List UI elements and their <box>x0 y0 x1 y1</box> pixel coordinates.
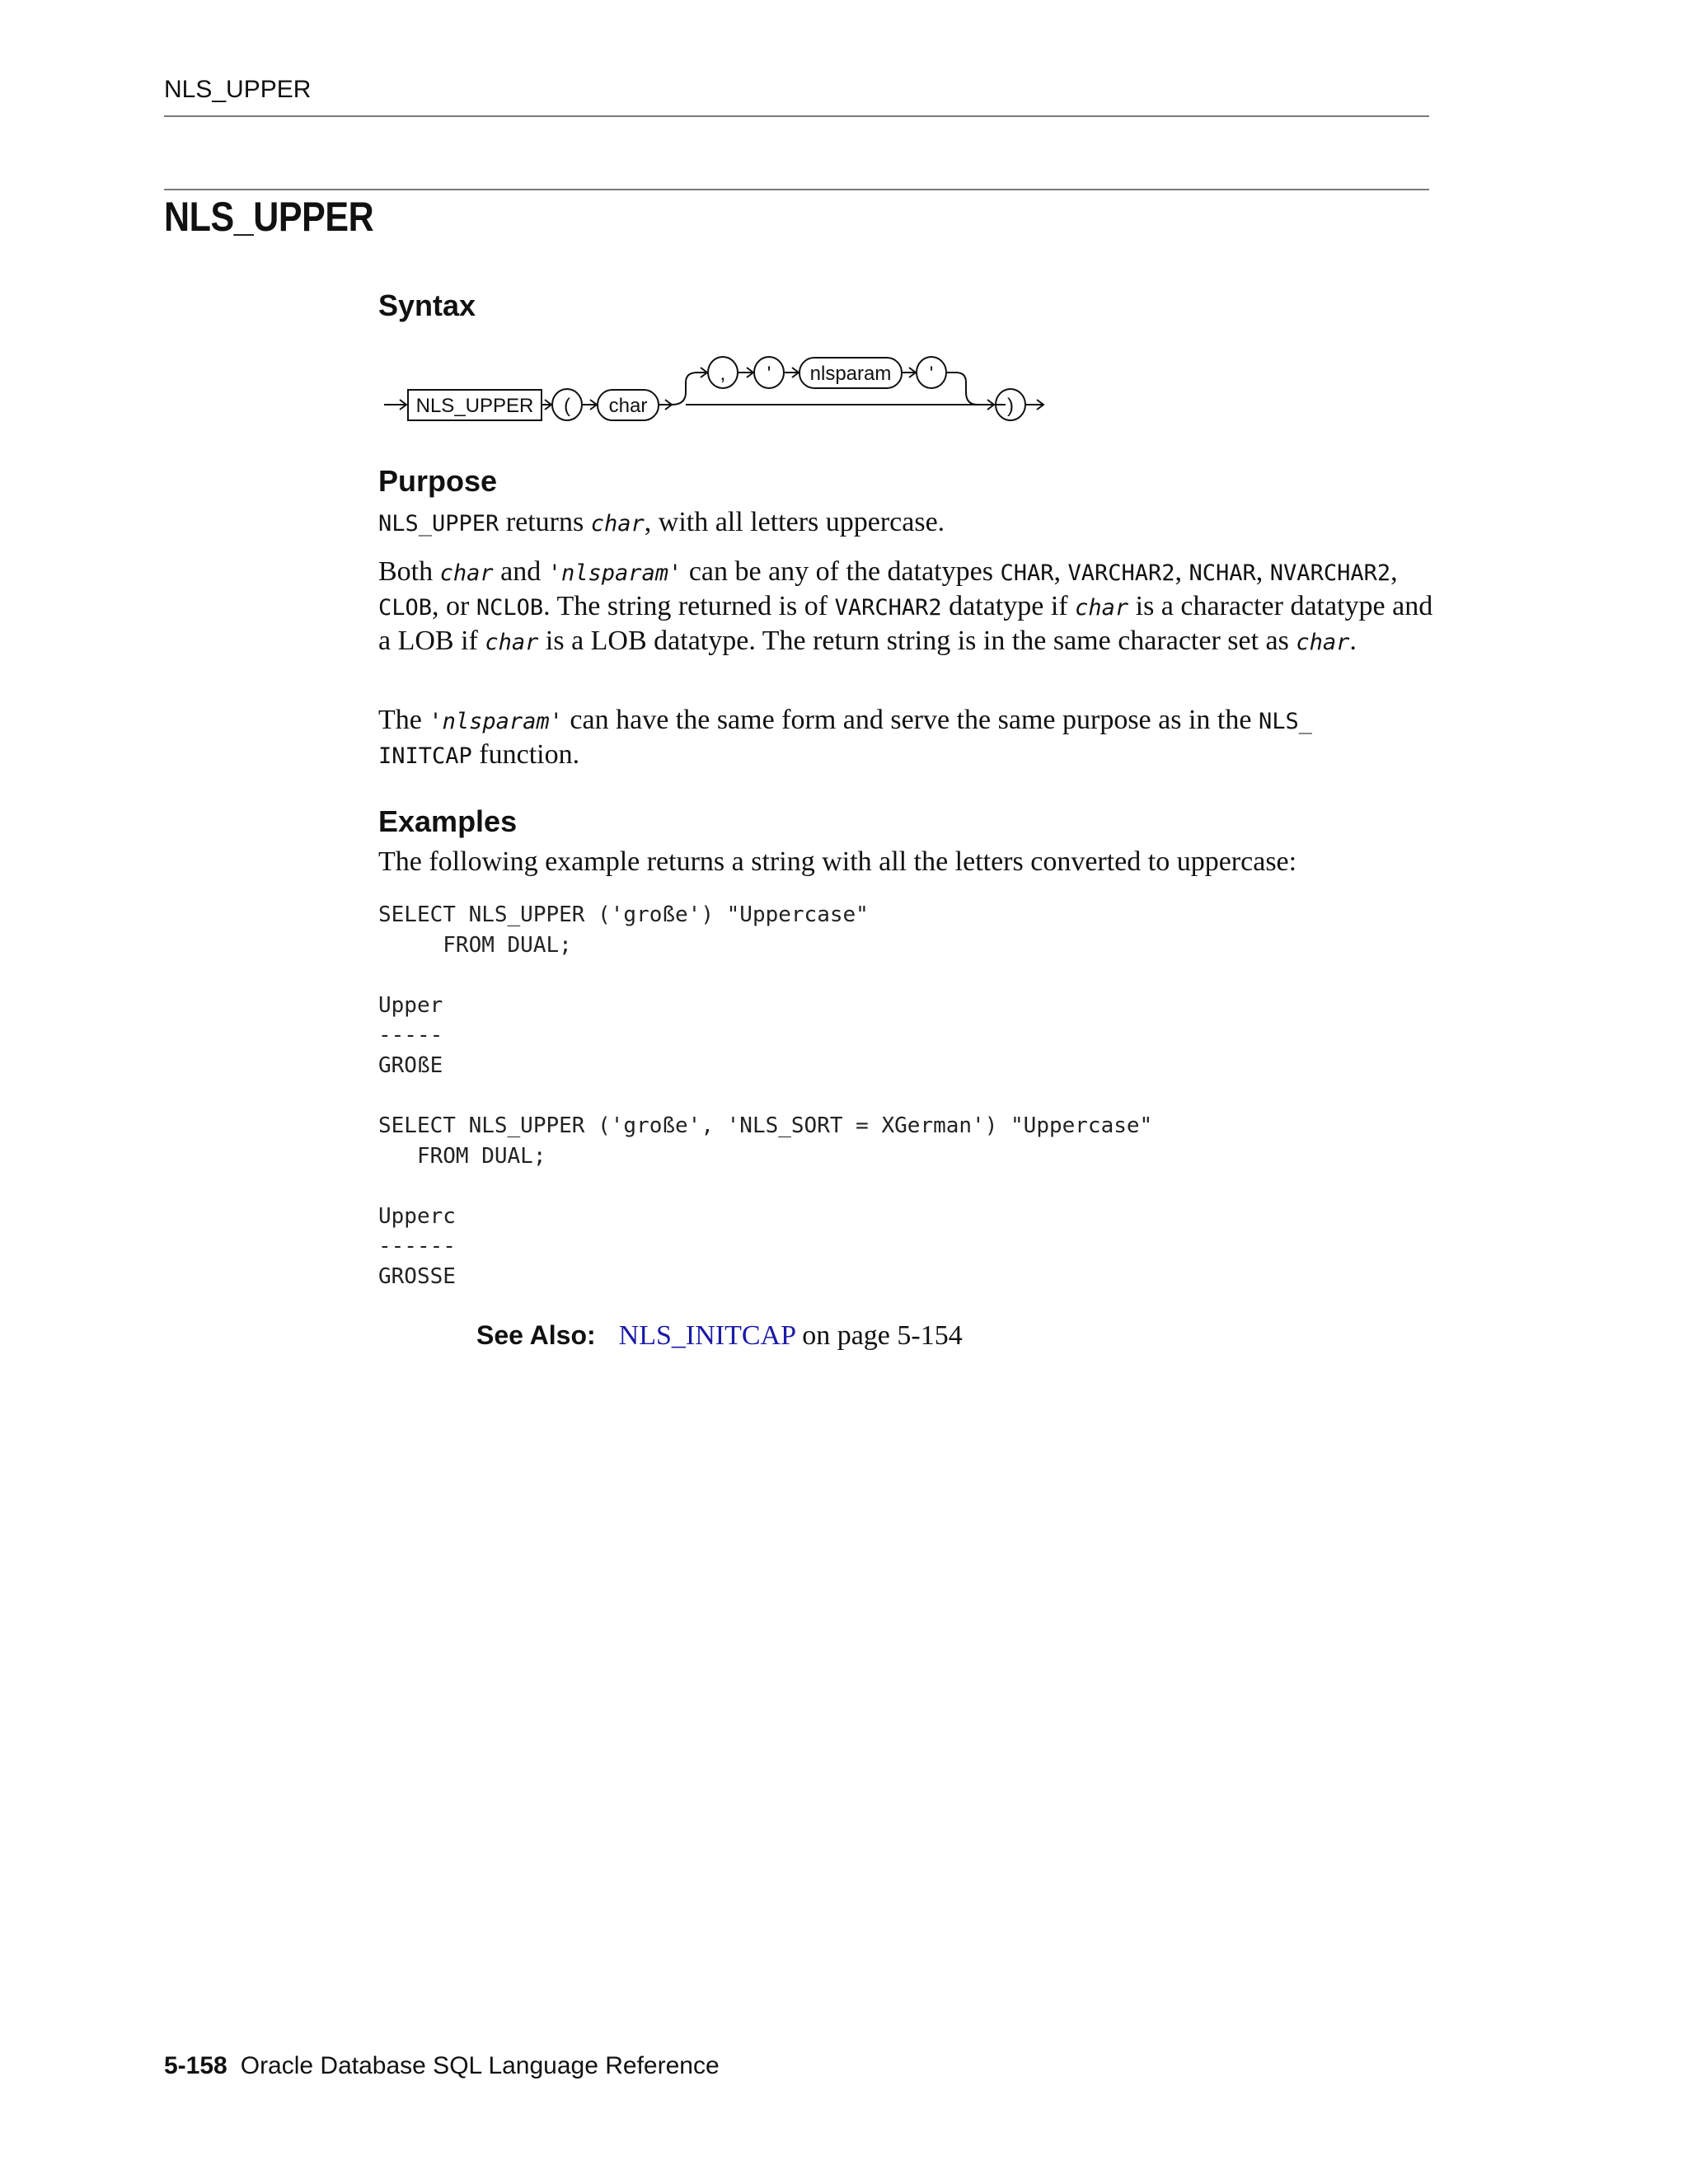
text-run: . The string returned is of <box>543 591 835 621</box>
nlsparam-label: nlsparam <box>809 363 892 385</box>
text-run: returns <box>499 507 591 537</box>
comma-label: , <box>720 363 726 385</box>
purpose-paragraph-3 <box>378 704 1442 773</box>
title-rule <box>164 189 1429 190</box>
char-label: char <box>608 395 648 417</box>
header-rule <box>164 115 1429 117</box>
see-also-link[interactable]: NLS_INITCAP <box>618 1320 795 1351</box>
quote-close-label: ' <box>929 363 934 385</box>
text-run: can have the same form and serve the same purpose as in the <box>562 705 1259 735</box>
code-term: NCHAR <box>1189 560 1256 586</box>
code-term: VARCHAR2 <box>834 595 942 621</box>
code-example-1: SELECT NLS_UPPER ('große') "Uppercase" FROM DUAL; Upper ----- GROßE <box>378 902 869 1078</box>
text-run: , <box>1175 556 1189 587</box>
examples-heading: Examples <box>378 804 518 838</box>
close-paren-label: ) <box>1007 395 1014 417</box>
merge-curve <box>946 373 994 405</box>
quote-open-label: ' <box>767 363 771 385</box>
text-run: can be any of the datatypes <box>682 556 1001 587</box>
text-run: is a character datatype and a LOB if <box>378 591 1433 656</box>
purpose-paragraph-2 <box>378 555 1442 659</box>
examples-intro: The following example returns a string with all the letters converted to uppercase: <box>378 846 1297 877</box>
text-run: datatype if <box>941 591 1076 621</box>
page-number: 5-158 <box>164 2052 227 2079</box>
code-term: 'nlsparam' <box>429 709 563 734</box>
code-example-2: SELECT NLS_UPPER ('große', 'NLS_SORT = XGerman') "Uppercase" FROM DUAL; Upperc ------ GROSSE <box>378 1113 1153 1289</box>
purpose-heading: Purpose <box>378 464 498 498</box>
open-paren-label: ( <box>564 395 570 417</box>
code-term: char <box>439 560 494 586</box>
syntax-heading: Syntax <box>378 288 476 322</box>
page-footer <box>164 2052 720 2080</box>
text-run: , or <box>432 591 476 621</box>
code-term: CHAR <box>1000 560 1054 586</box>
page-title: NLS_UPPER <box>164 194 374 240</box>
text-run: . <box>1349 626 1357 656</box>
text-run: is a LOB datatype. The return string is in the same character set as <box>538 626 1296 656</box>
book-title: Oracle Database SQL Language Reference <box>240 2052 720 2079</box>
code-term: char <box>1075 595 1129 621</box>
see-also-suffix: on page 5-154 <box>795 1320 963 1351</box>
code-term: 'nlsparam' <box>547 560 682 586</box>
text-run: and <box>493 556 548 587</box>
code-term: NCLOB <box>476 595 544 621</box>
code-term: char <box>590 511 645 537</box>
text-run: Both <box>378 556 440 587</box>
running-header: NLS_UPPER <box>164 76 312 103</box>
code-term: NLS_UPPER <box>378 511 499 537</box>
code-term: char <box>1296 630 1350 655</box>
code-term: NLS_ <box>1258 709 1312 734</box>
keyword-label: NLS_UPPER <box>415 395 534 417</box>
code-term: char <box>485 630 539 655</box>
text-run: , <box>1390 556 1398 587</box>
purpose-paragraph-1 <box>378 506 1442 541</box>
text-run: The <box>378 705 429 735</box>
text-run: , with all letters uppercase. <box>644 507 945 537</box>
text-run: , <box>1255 556 1270 587</box>
syntax-diagram <box>379 344 1063 435</box>
code-term: CLOB <box>378 595 433 621</box>
code-term: VARCHAR2 <box>1067 560 1175 586</box>
text-run: function. <box>471 739 580 770</box>
see-also-note <box>476 1320 963 1352</box>
code-term: INITCAP <box>378 743 472 769</box>
text-run: , <box>1053 556 1068 587</box>
code-term: NVARCHAR2 <box>1269 560 1391 586</box>
see-also-label: See Also: <box>476 1320 596 1350</box>
